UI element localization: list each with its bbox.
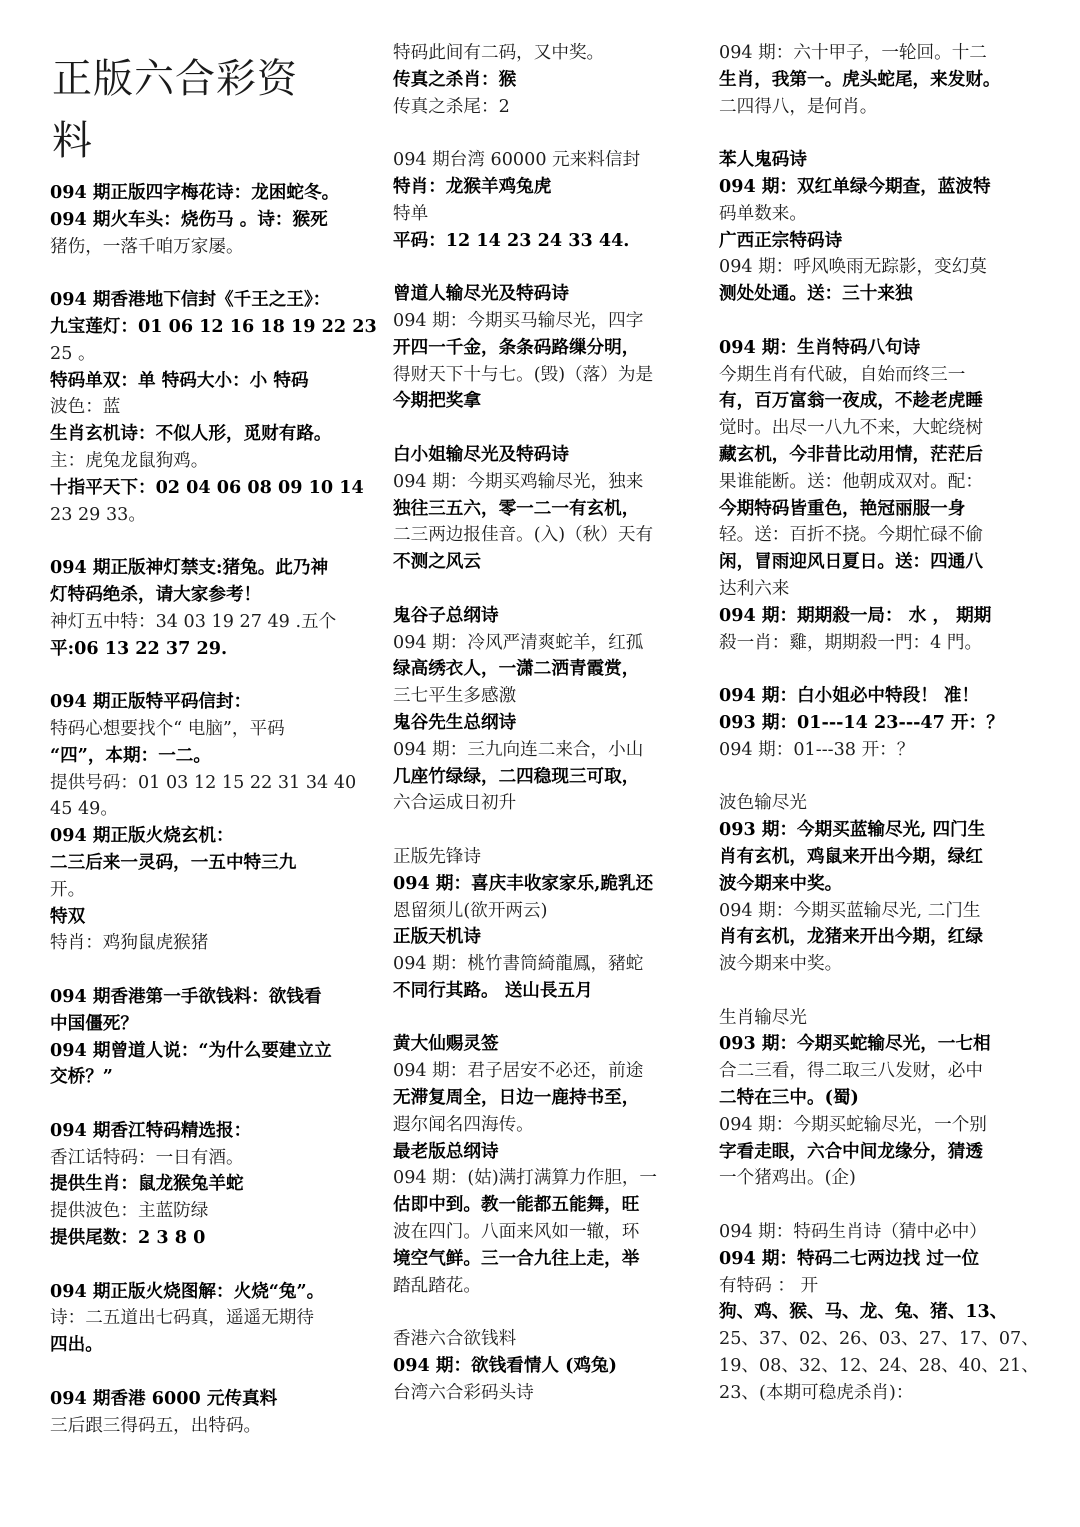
- spacer: [50, 662, 382, 689]
- text-line: 香港六合欲钱料: [393, 1329, 517, 1350]
- text-line: 独往三五六，零一二一有玄机，: [393, 497, 640, 519]
- text-line: 不测之风云: [393, 551, 481, 573]
- text-line: 094 期香江特码精选报：: [50, 1119, 252, 1141]
- text-line: 094 期：01---38 开：？: [719, 739, 915, 760]
- text-line: 25 。: [50, 343, 96, 364]
- text-line: 094 期：今期买蓝输尽光, 二门生: [719, 900, 981, 921]
- text-line: 开。: [50, 879, 86, 900]
- text-line: 093 期：今期买蛇输尽光，一七相: [719, 1033, 991, 1055]
- text-line: 特码此间有二码，又中奖。: [393, 43, 605, 63]
- text-line: 几座竹绿绿，二四稳现三可取，: [393, 765, 640, 787]
- text-line: 无滞复周全，日边一鹿持书至，: [393, 1087, 640, 1109]
- text-line: 字看走眼，六合中间龙缘分，猜透: [719, 1140, 983, 1162]
- text-line: 二特在三中。(蜀): [719, 1087, 859, 1109]
- text-line: 十指平天下：02 04 06 08 09 10 14: [50, 476, 364, 498]
- text-line: 四出。: [50, 1334, 103, 1356]
- spacer: [50, 260, 382, 287]
- text-line: 香江话特码：一日有酒。: [50, 1147, 244, 1168]
- spacer: [719, 978, 1049, 1005]
- spacer: [50, 1359, 382, 1386]
- column-3-body: [719, 40, 1049, 1407]
- text-line: 094 期：(姑)满打满算力作胆，一: [393, 1168, 658, 1189]
- text-line: 曾道人输尽光及特码诗: [393, 283, 569, 305]
- text-line: 094 期火车头：烧伤马 。诗：猴死: [50, 208, 328, 230]
- text-line: 094 期：喜庆丰收家家乐,跪乳还: [393, 872, 654, 894]
- text-line: 藏玄机，今非昔比动用情，茫茫后: [719, 443, 983, 465]
- text-line: 094 期香港第一手欲钱料：欲钱看: [50, 985, 322, 1007]
- text-line: 094 期：今期买鸡输尽光，独来: [393, 471, 644, 492]
- text-line: 094 期：双红单绿今期查，蓝波特: [719, 175, 991, 197]
- text-line: 一个猪鸡出。(企): [719, 1168, 856, 1189]
- text-line: 鬼谷先生总纲诗: [393, 711, 517, 733]
- spacer: [50, 957, 382, 984]
- text-line: 093 期：01---14 23---47 开：？: [719, 711, 1004, 733]
- text-line: 生肖，我第一。虎头蛇尾，来发财。: [719, 68, 1001, 90]
- text-line: 生肖玄机诗：不似人形，觅财有路。: [50, 423, 332, 445]
- text-line: 绿高绣衣人，一潇二洒青霞赏，: [393, 658, 640, 680]
- text-line: 25、37、02、26、03、27、17、07、: [719, 1329, 1039, 1350]
- spacer: [393, 1005, 705, 1032]
- text-line: 094 期：六十甲子，一轮回。十二: [719, 43, 987, 63]
- title-line: 料: [52, 118, 93, 164]
- text-line: 肖有玄机，鸡鼠来开出今期，绿红: [719, 845, 983, 867]
- text-line: 遐尔闻名四海传。: [393, 1114, 534, 1135]
- column-1: [50, 40, 382, 1439]
- spacer: [50, 1252, 382, 1279]
- text-line: 094 期正版神灯禁支:猪兔。此乃神: [50, 557, 329, 579]
- text-line: 传真之杀肖：猴: [393, 68, 517, 90]
- text-line: 鬼谷子总纲诗: [393, 604, 499, 626]
- text-line: 094 期曾道人说：“为什么要建立立: [50, 1039, 332, 1061]
- text-line: 黄大仙赐灵签: [393, 1033, 499, 1055]
- text-line: 提供波色：主蓝防绿: [50, 1201, 209, 1222]
- text-line: 今期生肖有代破，自始而终三一: [719, 364, 966, 385]
- spacer: [719, 1192, 1049, 1219]
- text-line: 特肖：鸡狗鼠虎猴猪: [50, 933, 209, 954]
- column-1-body: [50, 180, 382, 1439]
- column-2-body: [393, 40, 705, 1407]
- text-line: 合二三看，得二取三八发财，必中: [719, 1061, 983, 1082]
- text-line: 今期特码皆重色，艳冠丽服一身: [719, 497, 966, 519]
- text-line: 三后跟三得码五，出特码。: [50, 1415, 262, 1436]
- text-line: 094 期：特码生肖诗（猜中必中）: [719, 1222, 987, 1243]
- text-line: 二四得八，是何肖。: [719, 96, 878, 117]
- text-line: 094 期台湾 60000 元来料信封: [393, 150, 641, 171]
- text-line: 提供号码：01 03 12 15 22 31 34 40: [50, 772, 357, 793]
- text-line: 达利六来: [719, 578, 790, 599]
- spacer: [393, 1299, 705, 1326]
- spacer: [719, 656, 1049, 683]
- text-line: 白小姐输尽光及特码诗: [393, 443, 569, 465]
- text-line: 093 期：今期买蓝输尽光, 四门生: [719, 819, 986, 841]
- text-line: 094 期：呼风唤雨无踪影，变幻莫: [719, 257, 987, 278]
- text-line: 波在四门。八面来风如一辙，环: [393, 1222, 640, 1243]
- text-line: 得财天下十与七。(毁)（落）为是: [393, 364, 654, 385]
- text-line: 轻。送：百折不挠。今期忙碌不偷: [719, 525, 983, 546]
- text-line: 闲，冒雨迎风日夏日。送：四通八: [719, 551, 983, 573]
- spacer: [50, 1091, 382, 1118]
- text-line: 094 期：期期殺一局： 水 ， 期期: [719, 604, 992, 626]
- text-line: 三七平生多感激: [393, 686, 517, 707]
- text-line: 波色输尽光: [719, 793, 807, 814]
- text-line: 估即中到。教一能都五能舞，旺: [393, 1194, 640, 1216]
- text-line: 19、08、32、12、24、28、40、21、: [719, 1356, 1039, 1377]
- page-title: [52, 48, 382, 172]
- spacer: [393, 576, 705, 603]
- text-line: 094 期：欲钱看情人 (鸡兔): [393, 1355, 617, 1377]
- spacer: [393, 415, 705, 442]
- text-line: 094 期：今期买马输尽光，四字: [393, 310, 644, 331]
- text-line: 主：虎兔龙鼠狗鸡。: [50, 450, 209, 471]
- spacer: [393, 254, 705, 281]
- text-line: 特码单双：单 特码大小：小 特码: [50, 369, 309, 391]
- text-line: 094 期正版四字梅花诗：龙困蛇冬。: [50, 182, 340, 203]
- text-line: 今期把奖拿: [393, 390, 481, 412]
- text-line: “四”，本期：一二。: [50, 744, 211, 766]
- text-line: 094 期香港 6000 元传真料: [50, 1387, 278, 1409]
- text-line: 094 期香港地下信封《千王之王》：: [50, 289, 331, 311]
- column-2: [393, 40, 705, 1407]
- column-3: [719, 40, 1049, 1407]
- text-line: 开四一千金，条条码路缫分明，: [393, 336, 640, 358]
- text-line: 094 期：君子居安不必还，前途: [393, 1061, 644, 1082]
- text-line: 神灯五中特：34 03 19 27 49 .五个: [50, 611, 337, 632]
- text-line: 094 期正版火烧玄机：: [50, 825, 234, 847]
- text-line: 23、(本期可稳虎杀肖)：: [719, 1382, 914, 1403]
- text-line: 交桥？”: [50, 1066, 113, 1088]
- text-line: 提供生肖：鼠龙猴兔羊蛇: [50, 1173, 244, 1195]
- text-line: 094 期：冷风严清爽蛇羊，红孤: [393, 632, 644, 653]
- text-line: 肖有玄机，龙猪来开出今期，红绿: [719, 926, 983, 948]
- text-line: 广西正宗特码诗: [719, 229, 843, 251]
- text-line: 二三两边报佳音。(入)（秋）天有: [393, 525, 654, 546]
- text-line: 094 期：三九向连二来合，小山: [393, 739, 644, 760]
- text-line: 苯人鬼码诗: [719, 149, 807, 171]
- text-line: 有特码 ： 开: [719, 1275, 819, 1296]
- text-line: 提供尾数：2 3 8 0: [50, 1227, 206, 1249]
- text-line: 中国僵死？: [50, 1012, 138, 1034]
- spacer: [393, 817, 705, 844]
- text-line: 猪伤，一落千咱万家屡。: [50, 236, 244, 257]
- text-line: 094 期：生肖特码八句诗: [719, 336, 921, 358]
- text-line: 生肖输尽光: [719, 1007, 807, 1028]
- text-line: 诗：二五道出七码真，遥遥无期待: [50, 1308, 314, 1329]
- text-line: 波色：蓝: [50, 397, 121, 418]
- text-line: 正版天机诗: [393, 926, 481, 948]
- spacer: [393, 120, 705, 147]
- text-line: 觉时。出尽一八九不来，大蛇绕树: [719, 418, 983, 439]
- text-line: 不同行其路。 送山長五月: [393, 979, 593, 1001]
- text-line: 正版先锋诗: [393, 846, 481, 867]
- text-line: 平:06 13 22 37 29.: [50, 637, 228, 659]
- text-line: 45 49。: [50, 799, 118, 820]
- text-line: 波今期来中奖。: [719, 954, 843, 975]
- text-line: 二三后来一灵码，一五中特三九: [50, 851, 297, 873]
- text-line: 094 期正版火烧图解：火烧“兔”。: [50, 1280, 325, 1302]
- text-line: 踏乱踏花。: [393, 1275, 481, 1296]
- text-line: 23 29 33。: [50, 504, 146, 525]
- text-line: 094 期：特码二七两边找 过一位: [719, 1247, 980, 1269]
- text-line: 果谁能断。送：他朝成双对。配：: [719, 471, 983, 492]
- text-line: 传真之杀尾：2: [393, 96, 510, 117]
- text-line: 码单数来。: [719, 203, 807, 224]
- text-line: 特单: [393, 203, 429, 224]
- text-line: 殺一肖：雞，期期殺一門：4 門。: [719, 632, 983, 653]
- text-line: 有，百万富翁一夜成，不趁老虎睡: [719, 390, 983, 412]
- text-line: 特肖：龙猴羊鸡兔虎: [393, 175, 552, 197]
- text-line: 平码：12 14 23 24 33 44.: [393, 229, 630, 251]
- text-line: 最老版总纲诗: [393, 1140, 499, 1162]
- text-line: 台湾六合彩码头诗: [393, 1382, 534, 1403]
- text-line: 灯特码绝杀，请大家参考！: [50, 583, 262, 605]
- text-line: 九宝莲灯：01 06 12 16 18 19 22 23: [50, 315, 377, 337]
- spacer: [719, 764, 1049, 791]
- text-line: 特双: [50, 905, 86, 927]
- text-line: 恩留须儿(欲开两云): [393, 900, 548, 921]
- text-line: 境空气鲜。三一合九往上走，举: [393, 1247, 640, 1269]
- title-line: 正版六合彩资: [52, 56, 298, 102]
- text-line: 094 期正版特平码信封：: [50, 691, 252, 713]
- text-line: 094 期：桃竹書筒綺龍鳳，豬蛇: [393, 954, 644, 975]
- text-line: 测处处通。送：三十来独: [719, 283, 913, 305]
- spacer: [719, 120, 1049, 147]
- text-line: 六合运成日初升: [393, 793, 517, 814]
- text-line: 波今期来中奖。: [719, 872, 843, 894]
- text-line: 094 期：白小姐必中特段！ 准！: [719, 685, 980, 707]
- text-line: 狗、鸡、猴、马、龙、兔、猪、13、: [719, 1301, 1008, 1323]
- text-line: 094 期：今期买蛇输尽光，一个别: [719, 1114, 987, 1135]
- text-line: 特码心想要找个“ 电脑”，平码: [50, 718, 285, 739]
- spacer: [719, 308, 1049, 335]
- spacer: [50, 528, 382, 555]
